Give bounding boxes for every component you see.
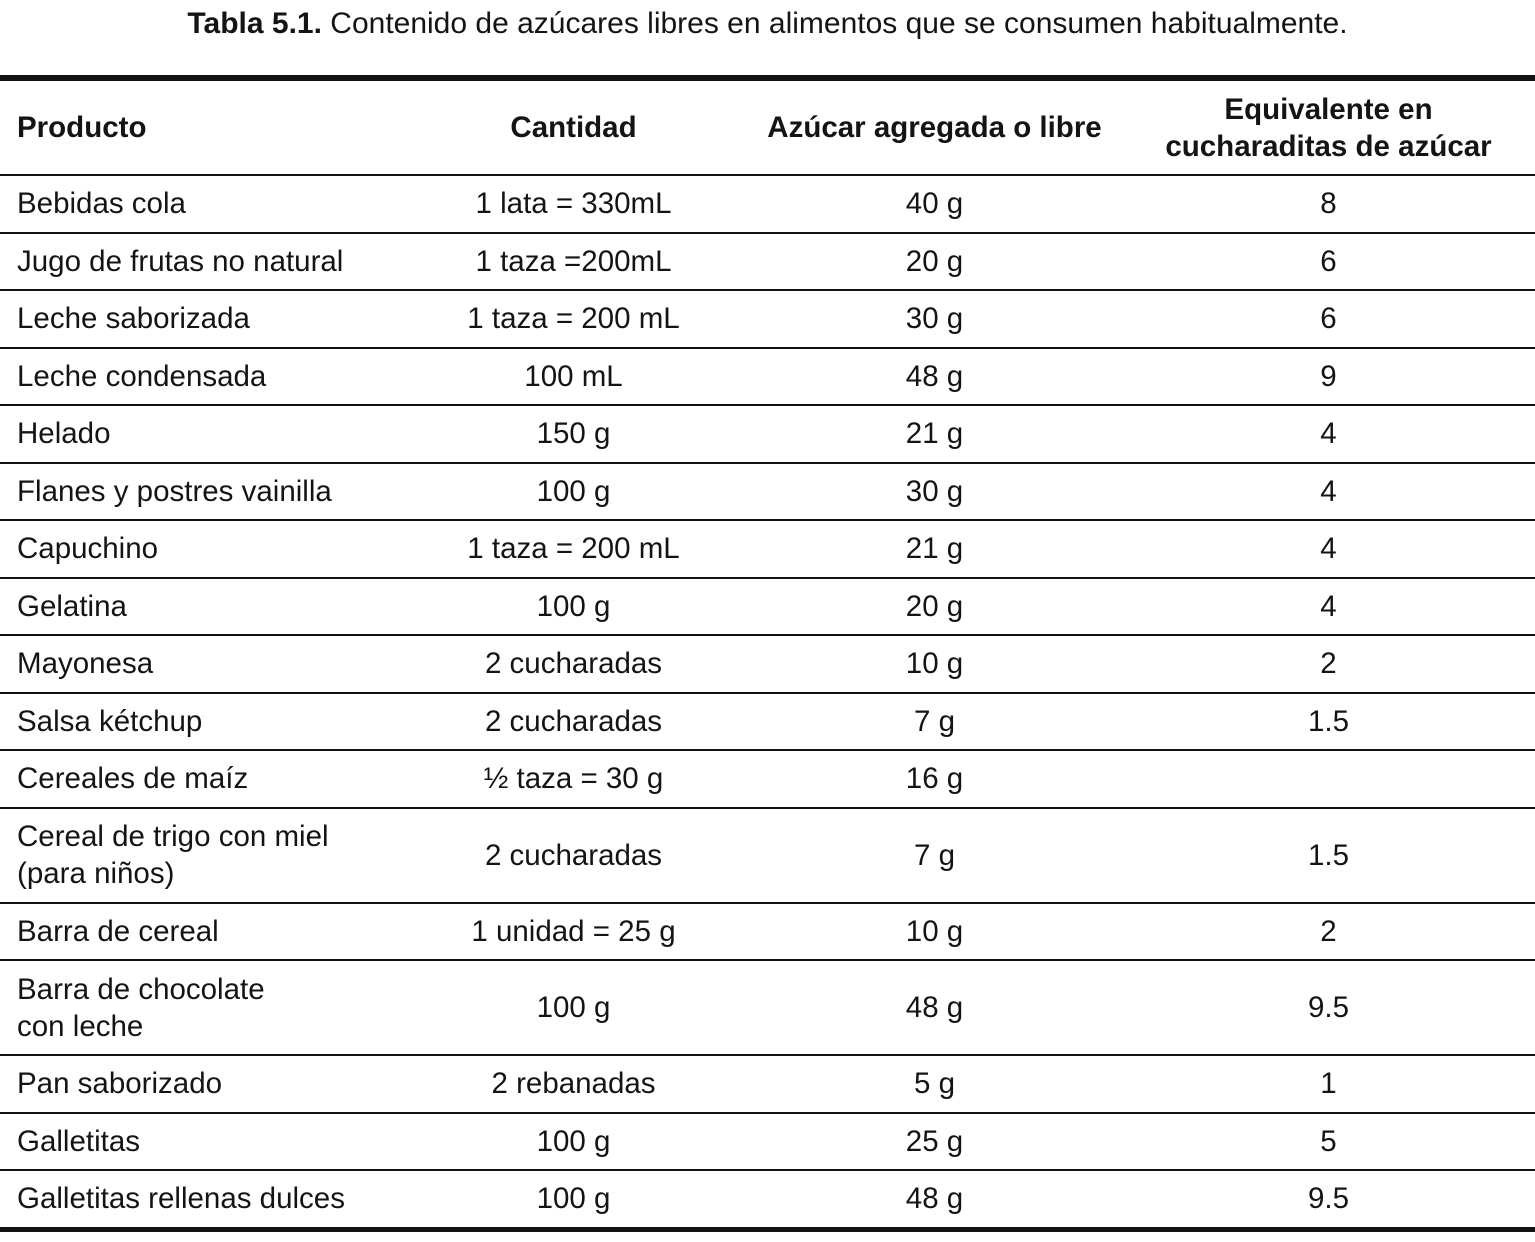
- cell-equivalente: 1: [1122, 1055, 1535, 1113]
- header-azucar: Azúcar agregada o libre: [747, 78, 1122, 175]
- table-row: [0, 290, 1535, 348]
- cell-producto: [0, 960, 400, 1055]
- cell-azucar: 25 g: [747, 1113, 1122, 1171]
- cell-equivalente: 9.5: [1307, 1182, 1349, 1216]
- header-equivalente-line2: cucharaditas de azúcar: [1165, 129, 1492, 163]
- cell-producto-line1: Cereal de trigo con miel: [17, 820, 329, 853]
- header-producto: Producto: [0, 78, 400, 175]
- table-row: [0, 405, 1535, 463]
- cell-producto: Mayonesa: [0, 635, 400, 693]
- table-row: [0, 750, 1535, 808]
- cell-equivalente: 4: [1122, 463, 1535, 521]
- cell-cantidad: 100 g: [400, 960, 747, 1055]
- cell-azucar: 21 g: [747, 520, 1122, 578]
- cell-equivalente: 4: [1122, 520, 1535, 578]
- header-equivalente: [1122, 78, 1535, 175]
- cell-equivalente: 1.5: [1122, 693, 1535, 751]
- cell-cantidad: 100 mL: [400, 348, 747, 406]
- table-row: [0, 635, 1535, 693]
- cell-producto: Jugo de frutas no natural: [0, 233, 400, 291]
- table-caption: [0, 4, 1535, 44]
- table-row: [0, 463, 1535, 521]
- cell-equivalente: 4: [1122, 405, 1535, 463]
- cell-producto: Gelatina: [0, 578, 400, 636]
- cell-azucar: 7 g: [747, 693, 1122, 751]
- cell-equivalente: 6: [1122, 290, 1535, 348]
- cell-cantidad: 2 cucharadas: [400, 635, 747, 693]
- cell-producto-line2: con leche: [17, 1009, 144, 1043]
- sugar-content-table: [0, 75, 1535, 1232]
- cell-azucar: 10 g: [747, 635, 1122, 693]
- table-row: [0, 960, 1535, 1055]
- cell-cantidad: 150 g: [400, 405, 747, 463]
- cell-cantidad: 2 cucharadas: [400, 693, 747, 751]
- cell-producto: Leche condensada: [0, 348, 400, 406]
- cell-equivalente: 2: [1122, 635, 1535, 693]
- cell-producto: Bebidas cola: [0, 175, 400, 233]
- cell-cantidad: 1 taza = 200 mL: [400, 520, 747, 578]
- cell-cantidad: 1 taza =200mL: [400, 233, 747, 291]
- table-row: [0, 233, 1535, 291]
- table-row: [0, 1113, 1535, 1171]
- cell-producto: Helado: [0, 405, 400, 463]
- cell-cantidad: 100 g: [536, 1182, 611, 1216]
- cell-producto: Galletitas rellenas dulces: [17, 1182, 345, 1216]
- cell-azucar: 48 g: [747, 348, 1122, 406]
- cell-cantidad: ½ taza = 30 g: [400, 750, 747, 808]
- cell-cantidad: 100 g: [400, 578, 747, 636]
- caption-text: Contenido de azúcares libres en alimentos que se consumen habitualmente.: [330, 7, 1348, 40]
- cell-azucar: 30 g: [747, 463, 1122, 521]
- cell-equivalente: 2: [1122, 903, 1535, 961]
- table-row: [0, 1055, 1535, 1113]
- cell-cantidad: 2 cucharadas: [400, 808, 747, 903]
- cell-producto: Cereales de maíz: [0, 750, 400, 808]
- cell-producto: [0, 808, 400, 903]
- cell-producto: Salsa kétchup: [0, 693, 400, 751]
- cell-equivalente: 1.5: [1122, 808, 1535, 903]
- cell-cantidad: 1 unidad = 25 g: [400, 903, 747, 961]
- cell-producto: Barra de cereal: [0, 903, 400, 961]
- cell-azucar: 20 g: [747, 233, 1122, 291]
- cell-producto: Pan saborizado: [0, 1055, 400, 1113]
- cell-cantidad: 1 lata = 330mL: [400, 175, 747, 233]
- table-row: [0, 903, 1535, 961]
- cell-producto: Flanes y postres vainilla: [0, 463, 400, 521]
- table-row: [0, 808, 1535, 903]
- table-row: [0, 348, 1535, 406]
- cell-producto-line1: Barra de chocolate: [17, 972, 265, 1006]
- cell-equivalente: 9.5: [1122, 960, 1535, 1055]
- cell-cantidad: 1 taza = 200 mL: [400, 290, 747, 348]
- cell-azucar: 16 g: [747, 750, 1122, 808]
- cell-azucar: 30 g: [747, 290, 1122, 348]
- cell-cantidad: 100 g: [400, 1113, 747, 1171]
- cell-producto: Leche saborizada: [0, 290, 400, 348]
- cell-equivalente: 9: [1122, 348, 1535, 406]
- cell-azucar: 7 g: [747, 808, 1122, 903]
- cell-azucar: 48 g: [905, 1182, 964, 1216]
- cell-producto: Capuchino: [0, 520, 400, 578]
- cell-azucar: 5 g: [747, 1055, 1122, 1113]
- cell-cantidad: 100 g: [400, 463, 747, 521]
- table-row: [0, 175, 1535, 233]
- cell-equivalente: 8: [1122, 175, 1535, 233]
- cell-equivalente: [1122, 750, 1535, 808]
- header-cantidad: Cantidad: [400, 78, 747, 175]
- table-row: [0, 1170, 1535, 1229]
- cell-producto: Galletitas: [0, 1113, 400, 1171]
- cell-azucar: 21 g: [747, 405, 1122, 463]
- cell-equivalente: 6: [1122, 233, 1535, 291]
- table-row: [0, 520, 1535, 578]
- table-row: [0, 693, 1535, 751]
- cell-azucar: 40 g: [747, 175, 1122, 233]
- table-row: [0, 578, 1535, 636]
- cell-equivalente: 5: [1122, 1113, 1535, 1171]
- caption-label: Tabla 5.1.: [187, 7, 322, 40]
- cell-azucar: 20 g: [747, 578, 1122, 636]
- cell-producto-line2: (para niños): [17, 857, 175, 890]
- table-header-row: [0, 78, 1535, 175]
- cell-azucar: 48 g: [747, 960, 1122, 1055]
- header-equivalente-line1: Equivalente en: [1224, 92, 1433, 126]
- cell-cantidad: 2 rebanadas: [400, 1055, 747, 1113]
- cell-equivalente: 4: [1122, 578, 1535, 636]
- cell-azucar: 10 g: [747, 903, 1122, 961]
